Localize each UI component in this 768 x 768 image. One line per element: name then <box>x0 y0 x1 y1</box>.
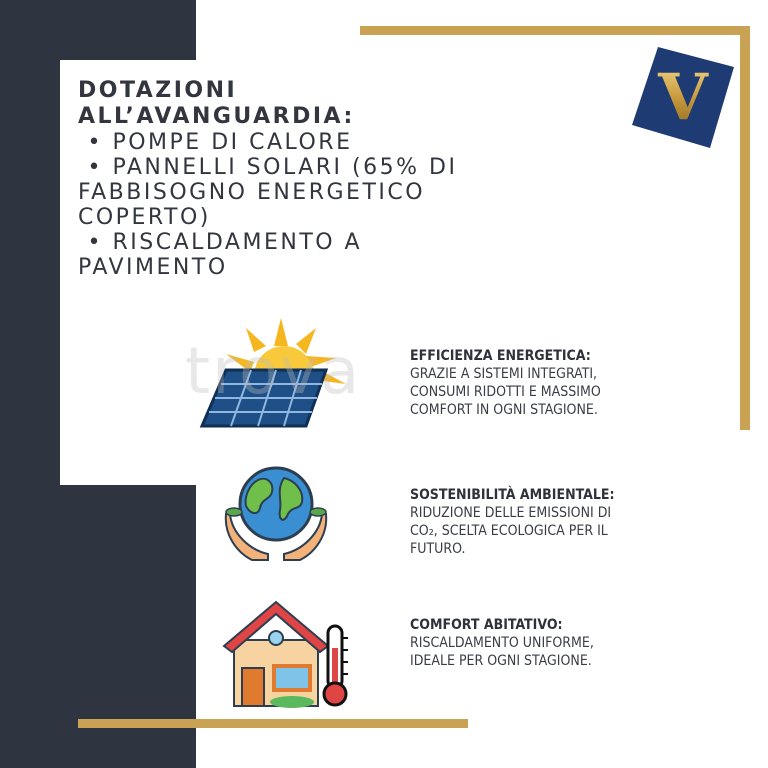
feature-title: COMFORT ABITATIVO: <box>410 617 563 633</box>
feature-energy-efficiency <box>410 347 710 419</box>
feature-living-comfort <box>410 616 710 670</box>
features-headline <box>78 78 498 280</box>
gold-frame-bottom <box>78 719 468 728</box>
headline-item: • POMPE DI CALORE <box>78 130 353 155</box>
headline-item: COPERTO) <box>78 205 211 230</box>
headline-title-line1: DOTAZIONI <box>78 78 238 103</box>
feature-line: IDEALE PER OGNI STAGIONE. <box>410 653 592 669</box>
feature-line: RISCALDAMENTO UNIFORME, <box>410 635 594 651</box>
headline-item: • RISCALDAMENTO A <box>78 230 363 255</box>
v-logo-icon <box>630 45 735 150</box>
feature-title: SOSTENIBILITÀ AMBIENTALE: <box>410 487 615 503</box>
feature-title: EFFICIENZA ENERGETICA: <box>410 348 591 364</box>
house-thermometer-icon <box>220 598 350 710</box>
feature-line: CO₂, SCELTA ECOLOGICA PER IL <box>410 523 608 539</box>
feature-line: FUTURO. <box>410 541 466 557</box>
earth-hands-icon <box>222 462 330 562</box>
gold-frame-top <box>360 26 750 35</box>
feature-sustainability <box>410 486 710 558</box>
headline-item: PAVIMENTO <box>78 255 228 280</box>
headline-item: FABBISOGNO ENERGETICO <box>78 180 426 205</box>
logo-letter: V <box>658 60 708 135</box>
gold-frame-right <box>740 26 750 430</box>
watermark: trova <box>185 335 362 409</box>
feature-line: RIDUZIONE DELLE EMISSIONI DI <box>410 505 612 521</box>
headline-title-line2: ALL’AVANGUARDIA: <box>78 104 355 129</box>
headline-item: • PANNELLI SOLARI (65% DI <box>78 155 458 180</box>
feature-line: GRAZIE A SISTEMI INTEGRATI, <box>410 366 598 382</box>
feature-line: CONSUMI RIDOTTI E MASSIMO <box>410 384 601 400</box>
feature-line: COMFORT IN OGNI STAGIONE. <box>410 402 598 418</box>
